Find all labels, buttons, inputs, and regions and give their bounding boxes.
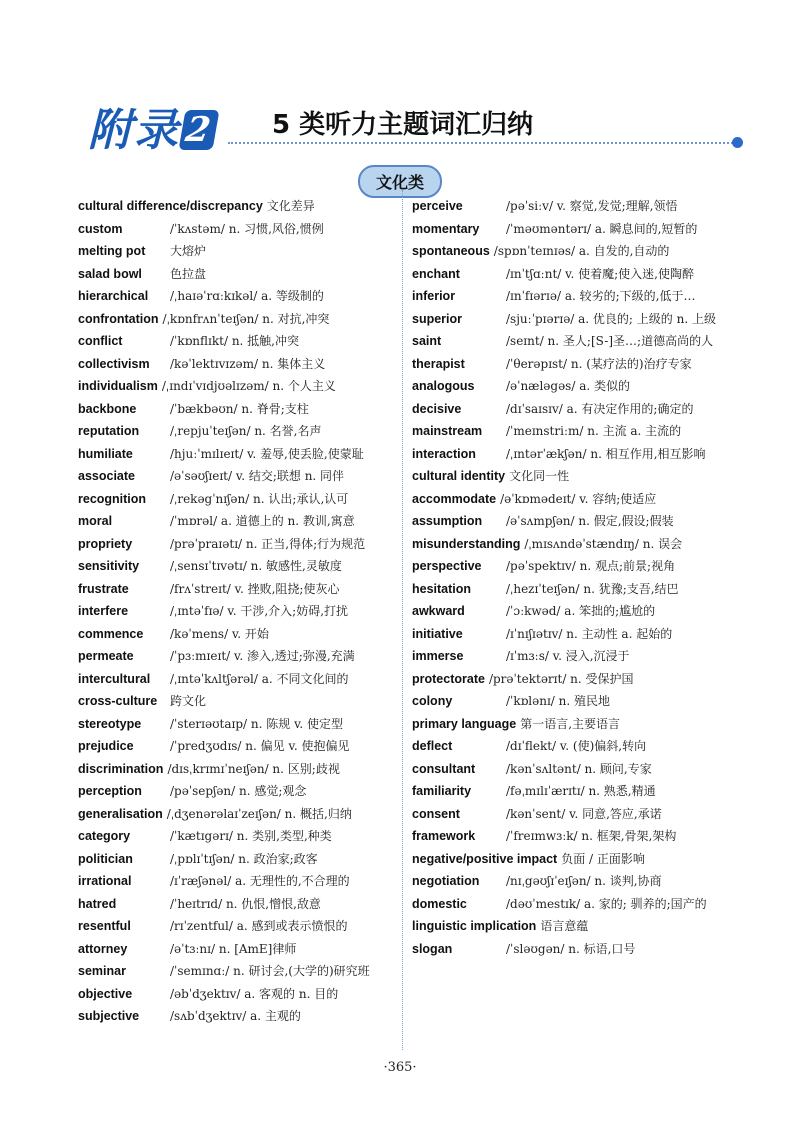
vocab-entry — [78, 1005, 396, 1028]
vocab-definition: /ˈmɒrəl/ a. 道德上的 n. 教训,寓意 — [170, 514, 355, 528]
vocab-entry — [412, 803, 724, 826]
vocab-entry — [78, 285, 396, 308]
vocab-entry — [78, 825, 396, 848]
vocab-word: perception — [78, 784, 142, 798]
vocab-definition: /ˈpɜːmɪeɪt/ v. 渗入,透过;弥漫,充满 — [170, 649, 355, 663]
vocab-entry — [412, 825, 724, 848]
vocab-entry — [412, 488, 724, 511]
vocab-definition: /spɒnˈteɪnɪəs/ a. 自发的,自动的 — [493, 244, 670, 258]
vocab-word: negative/positive impact — [412, 851, 558, 866]
right-vocab-column — [412, 195, 724, 960]
vocab-definition: /ɪˈmɜːs/ v. 浸入,沉浸于 — [506, 649, 630, 663]
vocab-entry — [78, 960, 396, 983]
vocab-definition: /frʌˈstreɪt/ v. 挫败,阻挠;使灰心 — [170, 581, 340, 596]
vocab-definition: /ˈkɒlənɪ/ n. 殖民地 — [506, 694, 611, 708]
vocab-word: superior — [412, 311, 463, 326]
vocab-word: hesitation — [412, 581, 472, 596]
vocab-entry — [412, 758, 724, 781]
vocab-word: linguistic implication — [412, 919, 537, 933]
vocab-entry — [78, 375, 396, 398]
vocab-definition: 语言意蕴 — [540, 919, 589, 933]
vocab-word: reputation — [78, 424, 140, 438]
vocab-entry — [412, 533, 724, 556]
vocab-definition: /ˌhezɪˈteɪʃən/ n. 犹豫;支吾,结巴 — [506, 581, 679, 596]
vocab-word: inferior — [412, 289, 456, 303]
vocab-definition: /ˈsləʊgən/ n. 标语,口号 — [506, 941, 636, 956]
vocab-word: spontaneous — [412, 244, 490, 258]
vocab-definition: /prəˈpraɪətɪ/ n. 正当,得体;行为规范 — [170, 536, 366, 551]
vocab-word: perspective — [412, 559, 482, 573]
vocab-entry — [78, 353, 396, 376]
vocab-word: interaction — [412, 446, 476, 461]
vocab-definition: /ˈheɪtrɪd/ n. 仇恨,憎恨,敌意 — [170, 896, 321, 911]
vocab-entry — [78, 735, 396, 758]
vocab-definition: /fəˌmɪlɪˈærɪtɪ/ n. 熟悉,精通 — [506, 784, 656, 798]
vocab-word: slogan — [412, 941, 453, 956]
vocab-word: cross-culture — [78, 694, 158, 708]
vocab-entry — [412, 353, 724, 376]
vocab-definition: /ˈmeɪnstriːm/ n. 主流 a. 主流的 — [506, 424, 682, 438]
vocab-entry — [412, 893, 724, 916]
vocab-entry — [412, 780, 724, 803]
vocab-entry — [412, 510, 724, 533]
vocab-word: hierarchical — [78, 289, 149, 303]
vocab-entry — [78, 465, 396, 488]
vocab-entry — [412, 735, 724, 758]
vocab-definition: /ˈfreɪmwɜːk/ n. 框架,骨架,架构 — [506, 829, 677, 843]
vocab-word: perceive — [412, 199, 463, 213]
vocab-entry — [412, 465, 724, 488]
vocab-entry — [412, 398, 724, 421]
vocab-entry — [412, 555, 724, 578]
title-rule-dot — [732, 137, 743, 148]
vocab-word: irrational — [78, 874, 132, 888]
vocab-entry — [78, 533, 396, 556]
vocab-definition: /ɪˈræʃənəl/ a. 无理性的,不合理的 — [170, 874, 350, 888]
vocab-word: prejudice — [78, 739, 134, 753]
vocab-definition: /ˈməʊməntərɪ/ a. 瞬息间的,短暂的 — [506, 221, 698, 236]
vocab-word: cultural difference/discrepancy — [78, 199, 263, 213]
vocab-word: objective — [78, 986, 133, 1001]
vocab-word: permeate — [78, 649, 134, 663]
vocab-word: hatred — [78, 896, 117, 911]
vocab-definition: /ˈsterɪəʊtaɪp/ n. 陈规 v. 使定型 — [170, 716, 344, 731]
vocab-entry — [412, 870, 724, 893]
vocab-entry — [78, 893, 396, 916]
vocab-definition: /ˈkɒnflɪkt/ n. 抵触,冲突 — [170, 334, 299, 348]
vocab-word: politician — [78, 851, 133, 866]
vocab-definition: /əˈsəʊʃɪeɪt/ v. 结交;联想 n. 同伴 — [170, 469, 345, 483]
vocab-definition: /dɪsˌkrɪmɪˈneɪʃən/ n. 区别;歧视 — [167, 761, 340, 776]
vocab-entry — [78, 330, 396, 353]
vocab-entry — [412, 285, 724, 308]
section-label: 文化类 — [358, 165, 442, 198]
vocab-entry — [78, 488, 396, 511]
vocab-word: initiative — [412, 626, 463, 641]
vocab-entry — [78, 758, 396, 781]
vocab-definition: /prəˈtektərɪt/ n. 受保护国 — [488, 671, 634, 686]
vocab-entry — [78, 690, 396, 713]
vocab-definition: 第一语言,主要语言 — [520, 716, 621, 731]
vocab-word: recognition — [78, 491, 147, 506]
vocab-definition: /ˌpɒlɪˈtɪʃən/ n. 政治家;政客 — [170, 851, 318, 866]
vocab-word: propriety — [78, 536, 133, 551]
vocab-definition: /əˈnæləgəs/ a. 类似的 — [506, 379, 630, 393]
vocab-entry — [412, 375, 724, 398]
vocab-definition: /pəˈsepʃən/ n. 感觉;观念 — [170, 784, 307, 798]
vocab-entry — [78, 240, 396, 263]
vocab-entry — [412, 240, 724, 263]
vocab-definition: /ˈθerəpɪst/ n. (某疗法的)治疗专家 — [506, 356, 692, 371]
vocab-entry — [412, 690, 724, 713]
vocab-word: conflict — [78, 334, 123, 348]
vocab-definition: /ˌɪntəˈkʌltʃərəl/ a. 不同文化间的 — [170, 671, 349, 686]
vocab-word: attorney — [78, 941, 128, 956]
vocab-word: deflect — [412, 739, 453, 753]
vocab-entry — [78, 578, 396, 601]
vocab-definition: /ˈsemɪnɑː/ n. 研讨会,(大学的)研究班 — [170, 964, 370, 978]
vocab-entry — [78, 510, 396, 533]
vocab-word: misunderstanding — [412, 536, 521, 551]
vocab-definition: 色拉盘 — [170, 266, 207, 281]
vocab-word: sensitivity — [78, 559, 140, 573]
appendix-badge-text: 附录 — [88, 105, 180, 156]
vocab-definition: /hjuːˈmɪlɪeɪt/ v. 羞辱,使丢脸,使蒙耻 — [170, 446, 364, 461]
vocab-word: salad bowl — [78, 266, 142, 281]
vocab-definition: /kənˈsʌltənt/ n. 顾问,专家 — [506, 761, 652, 776]
vocab-entry — [78, 398, 396, 421]
vocab-definition: /dəʊˈmestɪk/ a. 家的; 驯养的;国产的 — [506, 896, 707, 911]
vocab-definition: /ˌrekəgˈnɪʃən/ n. 认出;承认,认可 — [170, 491, 349, 506]
vocab-entry — [78, 218, 396, 241]
vocab-entry — [412, 915, 724, 938]
vocab-word: resentful — [78, 919, 131, 933]
vocab-definition: /pəˈspektɪv/ n. 观点;前景;视角 — [506, 559, 676, 573]
vocab-entry — [78, 623, 396, 646]
vocab-word: accommodate — [412, 491, 497, 506]
vocab-definition: /əbˈdʒektɪv/ a. 客观的 n. 目的 — [170, 986, 339, 1001]
vocab-word: therapist — [412, 356, 465, 371]
vocab-word: momentary — [412, 221, 480, 236]
vocab-definition: 文化差异 — [266, 199, 315, 213]
page-title: 5 类听力主题词汇归纳 — [272, 110, 534, 140]
vocab-word: saint — [412, 334, 442, 348]
vocab-definition: /əˈsʌmpʃən/ n. 假定,假设;假装 — [506, 514, 674, 528]
vocab-entry — [412, 443, 724, 466]
vocab-entry — [412, 195, 724, 218]
vocab-definition: /dɪˈflekt/ v. (使)偏斜,转向 — [506, 739, 647, 753]
vocab-word: mainstream — [412, 424, 483, 438]
vocab-entry — [412, 218, 724, 241]
vocab-word: collectivism — [78, 356, 150, 371]
vocab-entry — [78, 263, 396, 286]
vocab-definition: /rɪˈzentful/ a. 感到或表示愤恨的 — [170, 919, 348, 933]
vocab-entry — [78, 308, 396, 331]
vocab-entry — [78, 668, 396, 691]
vocab-entry — [78, 983, 396, 1006]
appendix-header — [88, 92, 728, 156]
vocab-definition: /ɪnˈfɪərɪə/ a. 较劣的;下级的,低于… — [506, 289, 696, 303]
vocab-entry — [78, 443, 396, 466]
appendix-badge — [88, 94, 216, 158]
vocab-definition: /ˈpredʒʊdɪs/ n. 偏见 v. 使抱偏见 — [170, 739, 350, 753]
vocab-definition: 大熔炉 — [170, 244, 207, 258]
vocab-definition: /kənˈsent/ v. 同意,答应,承诺 — [506, 806, 662, 821]
section-heading — [0, 165, 800, 198]
vocab-definition: /ˈkʌstəm/ n. 习惯,风俗,惯例 — [170, 221, 324, 236]
vocab-definition: /dɪˈsaɪsɪv/ a. 有决定作用的;确定的 — [506, 401, 694, 416]
vocab-word: colony — [412, 694, 453, 708]
vocab-word: stereotype — [78, 716, 142, 731]
vocab-entry — [412, 420, 724, 443]
vocab-word: subjective — [78, 1009, 140, 1023]
vocab-word: seminar — [78, 964, 126, 978]
vocab-definition: /kəˈmens/ v. 开始 — [170, 626, 269, 641]
vocab-word: humiliate — [78, 446, 133, 461]
vocab-word: analogous — [412, 379, 475, 393]
vocab-entry — [412, 645, 724, 668]
vocab-word: framework — [412, 829, 476, 843]
vocab-entry — [412, 263, 724, 286]
vocab-entry — [412, 713, 724, 736]
vocab-definition: /ˌhaɪəˈrɑːkɪkəl/ a. 等级制的 — [170, 289, 324, 303]
vocab-entry — [78, 915, 396, 938]
vocab-definition: /sʌbˈdʒektɪv/ a. 主观的 — [170, 1009, 301, 1023]
vocab-word: assumption — [412, 514, 483, 528]
left-vocab-column — [78, 195, 396, 1028]
vocab-entry — [78, 600, 396, 623]
vocab-entry — [78, 938, 396, 961]
vocab-definition: /ˈɔːkwəd/ a. 笨拙的;尴尬的 — [506, 604, 656, 618]
vocab-entry — [412, 623, 724, 646]
vocab-entry — [412, 308, 724, 331]
vocab-entry — [412, 848, 724, 871]
appendix-badge-number: 2 — [178, 110, 219, 150]
vocab-definition: /ˌdʒenərəlaɪˈzeɪʃən/ n. 概括,归纳 — [166, 806, 352, 821]
vocab-word: moral — [78, 514, 113, 528]
vocab-word: protectorate — [412, 671, 485, 686]
vocab-definition: /ɪˈnɪʃɪətɪv/ n. 主动性 a. 起始的 — [506, 626, 673, 641]
vocab-definition: /ˌsensɪˈtɪvətɪ/ n. 敏感性,灵敏度 — [170, 559, 342, 573]
vocab-definition: 跨文化 — [170, 694, 207, 708]
vocab-definition: /ɪnˈtʃɑːnt/ v. 使着魔;使入迷,使陶醉 — [506, 266, 694, 281]
vocab-word: individualism — [78, 379, 158, 393]
vocab-definition: /ˌɪntəˈfɪə/ v. 干涉,介入;妨碍,打扰 — [170, 604, 349, 618]
vocab-definition: /ˌkɒnfrʌnˈteɪʃən/ n. 对抗,冲突 — [162, 311, 330, 326]
vocab-word: domestic — [412, 896, 467, 911]
vocab-word: associate — [78, 469, 135, 483]
vocab-definition: /ˈkætɪgərɪ/ n. 类别,类型,种类 — [170, 829, 332, 843]
vocab-word: primary language — [412, 716, 517, 731]
vocab-word: category — [78, 829, 131, 843]
vocab-word: enchant — [412, 266, 460, 281]
vocab-word: negotiation — [412, 874, 480, 888]
vocab-entry — [412, 330, 724, 353]
vocab-entry — [412, 938, 724, 961]
vocab-word: backbone — [78, 401, 137, 416]
vocab-word: melting pot — [78, 244, 146, 258]
vocab-word: intercultural — [78, 671, 151, 686]
vocab-entry — [78, 848, 396, 871]
vocab-definition: /ˌrepjuˈteɪʃən/ n. 名誉,名声 — [170, 424, 322, 438]
vocab-definition: /kəˈlektɪvɪzəm/ n. 集体主义 — [170, 356, 326, 371]
vocab-word: custom — [78, 221, 123, 236]
vocab-word: awkward — [412, 604, 465, 618]
vocab-definition: /ˌɪntərˈækʃən/ n. 相互作用,相互影响 — [506, 446, 706, 461]
vocab-word: frustrate — [78, 581, 129, 596]
vocab-entry — [412, 578, 724, 601]
vocab-definition: /ˌɪndɪˈvɪdjʊəlɪzəm/ n. 个人主义 — [161, 379, 336, 393]
vocab-word: commence — [78, 626, 144, 641]
vocab-definition: 文化同一性 — [509, 469, 570, 483]
vocab-definition: /ˈbækbəʊn/ n. 脊骨;支柱 — [170, 401, 309, 416]
vocab-definition: /ˌmɪsʌndəˈstændɪŋ/ n. 误会 — [524, 536, 683, 551]
vocab-word: cultural identity — [412, 469, 506, 483]
page-number: ·365· — [383, 1060, 417, 1075]
vocab-entry — [78, 780, 396, 803]
vocab-entry — [78, 645, 396, 668]
vocab-entry — [78, 713, 396, 736]
vocab-entry — [78, 870, 396, 893]
vocab-word: familiarity — [412, 784, 472, 798]
vocab-word: discrimination — [78, 761, 164, 776]
column-divider — [402, 190, 403, 1050]
vocab-word: generalisation — [78, 806, 163, 821]
vocab-word: immerse — [412, 649, 464, 663]
vocab-definition: /nɪˌgəʊʃɪˈeɪʃən/ n. 谈判,协商 — [506, 874, 662, 888]
vocab-definition: /seɪnt/ n. 圣人;[S-]圣…;道德高尚的人 — [506, 334, 714, 348]
vocab-definition: /əˈtɜːnɪ/ n. [AmE]律师 — [170, 941, 297, 956]
vocab-word: interfere — [78, 604, 129, 618]
vocab-entry — [78, 803, 396, 826]
vocab-definition: /əˈkɒmədeɪt/ v. 容纳;使适应 — [500, 491, 657, 506]
title-dotted-rule — [228, 142, 736, 144]
vocab-definition: /pəˈsiːv/ v. 察觉,发觉;理解,领悟 — [506, 199, 678, 213]
vocab-word: consultant — [412, 761, 476, 776]
vocab-entry — [78, 420, 396, 443]
vocab-definition: 负面 / 正面影响 — [561, 851, 645, 866]
vocab-entry — [78, 195, 396, 218]
vocab-entry — [412, 668, 724, 691]
vocab-word: confrontation — [78, 311, 159, 326]
vocab-word: consent — [412, 806, 460, 821]
vocab-word: decisive — [412, 401, 462, 416]
vocab-entry — [78, 555, 396, 578]
vocab-entry — [412, 600, 724, 623]
vocab-definition: /sjuːˈpɪərɪə/ a. 优良的; 上级的 n. 上级 — [506, 311, 716, 326]
